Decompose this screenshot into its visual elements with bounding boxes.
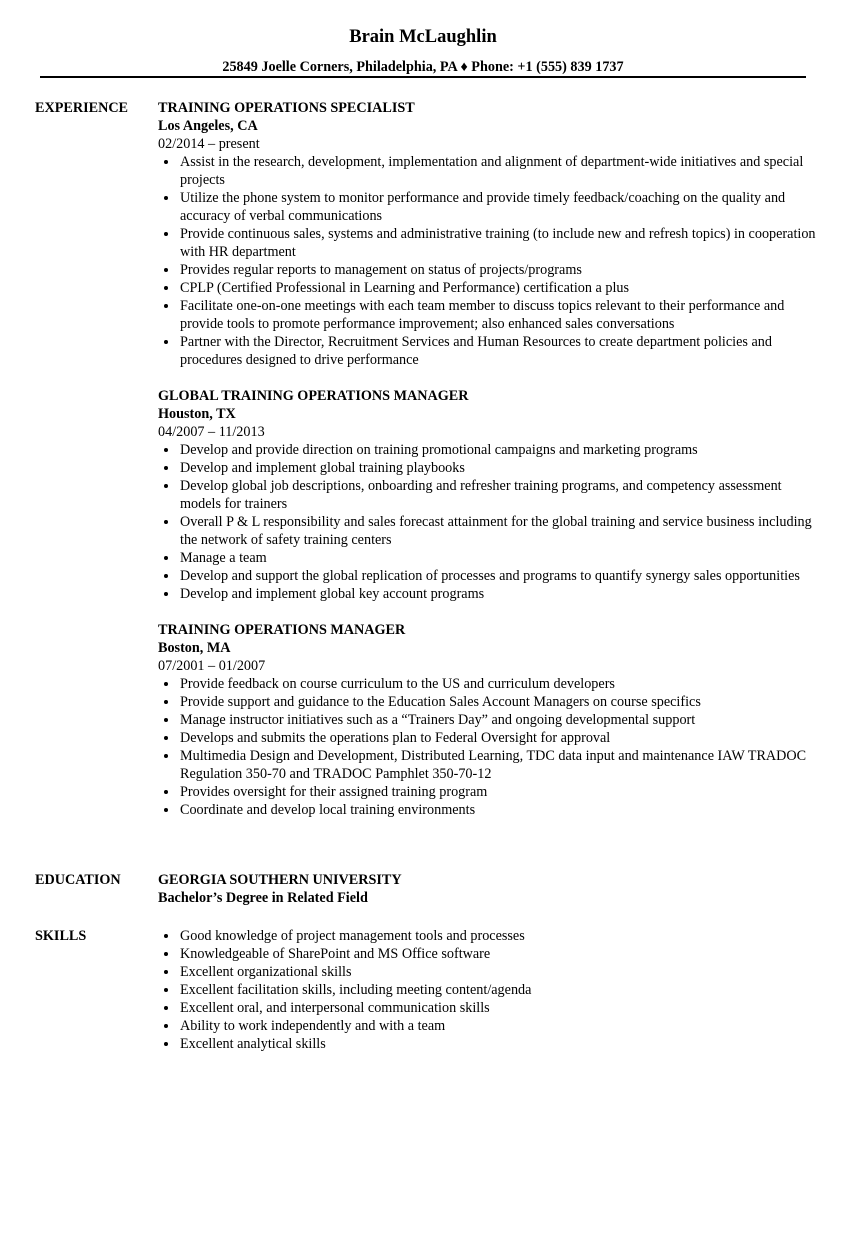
list-item: Facilitate one-on-one meetings with each team member to discuss topics relevant to their performance and provide tools to promote performance improvement; also enhanced sales conversations <box>158 297 818 333</box>
bullet-icon <box>164 574 168 578</box>
header-divider <box>40 76 806 78</box>
job-location: Houston, TX <box>158 406 236 422</box>
bullet-icon <box>164 484 168 488</box>
list-item: Assist in the research, development, implementation and alignment of department-wide initiatives and special projects <box>158 153 818 189</box>
candidate-name: Brain McLaughlin <box>349 27 497 47</box>
job-dates: 02/2014 – present <box>158 136 260 152</box>
job-bullets <box>158 441 818 603</box>
list-item: Good knowledge of project management tools and processes <box>158 927 818 945</box>
list-item: Knowledgeable of SharePoint and MS Office software <box>158 945 818 963</box>
bullet-icon <box>164 448 168 452</box>
list-item: Provide feedback on course curriculum to the US and curriculum developers <box>158 675 818 693</box>
bullet-icon <box>164 808 168 812</box>
list-item: Partner with the Director, Recruitment Services and Human Resources to create department policies and procedures designed to drive performance <box>158 333 818 369</box>
bullet-icon <box>164 196 168 200</box>
bullet-icon <box>164 286 168 290</box>
job-dates: 07/2001 – 01/2007 <box>158 658 266 674</box>
school-name: GEORGIA SOUTHERN UNIVERSITY <box>158 872 402 888</box>
job-title: TRAINING OPERATIONS MANAGER <box>158 622 406 638</box>
list-item: CPLP (Certified Professional in Learning and Performance) certification a plus <box>158 279 818 297</box>
list-item: Provide continuous sales, systems and administrative training (to include new and refresh topics) in cooperation with HR department <box>158 225 818 261</box>
list-item: Develop and implement global key account programs <box>158 585 818 603</box>
bullet-icon <box>164 934 168 938</box>
list-item: Develop and support the global replication of processes and programs to quantify synergy sales opportunities <box>158 567 818 585</box>
list-item: Ability to work independently and with a team <box>158 1017 818 1035</box>
bullet-icon <box>164 232 168 236</box>
list-item: Excellent oral, and interpersonal communication skills <box>158 999 818 1017</box>
job-location: Boston, MA <box>158 640 231 656</box>
list-item: Manage instructor initiatives such as a “Trainers Day” and ongoing developmental support <box>158 711 818 729</box>
list-item: Coordinate and develop local training environments <box>158 801 818 819</box>
education-heading: EDUCATION <box>35 872 121 888</box>
bullet-icon <box>164 988 168 992</box>
experience-body <box>158 99 818 837</box>
bullet-icon <box>164 340 168 344</box>
list-item: Provides regular reports to management on status of projects/programs <box>158 261 818 279</box>
list-item: Excellent facilitation skills, including meeting content/agenda <box>158 981 818 999</box>
job-bullets <box>158 675 818 819</box>
bullet-icon <box>164 592 168 596</box>
list-item: Develop and provide direction on training promotional campaigns and marketing programs <box>158 441 818 459</box>
list-item: Provides oversight for their assigned training program <box>158 783 818 801</box>
bullet-icon <box>164 700 168 704</box>
bullet-icon <box>164 754 168 758</box>
list-item: Overall P & L responsibility and sales forecast attainment for the global training and service business including the network of safety training centers <box>158 513 818 549</box>
bullet-icon <box>164 304 168 308</box>
bullet-icon <box>164 160 168 164</box>
list-item: Develop and implement global training playbooks <box>158 459 818 477</box>
job-title: GLOBAL TRAINING OPERATIONS MANAGER <box>158 388 469 404</box>
bullet-icon <box>164 952 168 956</box>
bullet-icon <box>164 520 168 524</box>
bullet-icon <box>164 556 168 560</box>
bullet-icon <box>164 736 168 740</box>
bullet-icon <box>164 790 168 794</box>
education-body <box>158 871 818 907</box>
job-entry <box>158 387 818 603</box>
list-item: Manage a team <box>158 549 818 567</box>
contact-line: 25849 Joelle Corners, Philadelphia, PA ♦ Phone: +1 (555) 839 1737 <box>222 59 624 75</box>
bullet-icon <box>164 1042 168 1046</box>
bullet-icon <box>164 466 168 470</box>
list-item: Develops and submits the operations plan to Federal Oversight for approval <box>158 729 818 747</box>
job-bullets <box>158 153 818 369</box>
bullet-icon <box>164 1006 168 1010</box>
list-item: Provide support and guidance to the Education Sales Account Managers on course specifics <box>158 693 818 711</box>
job-entry <box>158 99 818 369</box>
skills-body <box>158 927 818 1053</box>
experience-heading: EXPERIENCE <box>35 100 129 116</box>
job-dates: 04/2007 – 11/2013 <box>158 424 265 440</box>
list-item: Excellent analytical skills <box>158 1035 818 1053</box>
job-title: TRAINING OPERATIONS SPECIALIST <box>158 100 415 116</box>
job-location: Los Angeles, CA <box>158 118 258 134</box>
job-entry <box>158 621 818 819</box>
skills-list <box>158 927 818 1053</box>
skills-heading: SKILLS <box>35 928 87 944</box>
bullet-icon <box>164 970 168 974</box>
list-item: Develop global job descriptions, onboarding and refresher training programs, and competency assessment models for trainers <box>158 477 818 513</box>
list-item: Multimedia Design and Development, Distributed Learning, TDC data input and maintenance IAW TRADOC Regulation 350-70 and TRADOC Pamphlet 350-70-12 <box>158 747 818 783</box>
bullet-icon <box>164 1024 168 1028</box>
bullet-icon <box>164 682 168 686</box>
list-item: Excellent organizational skills <box>158 963 818 981</box>
bullet-icon <box>164 718 168 722</box>
bullet-icon <box>164 268 168 272</box>
degree: Bachelor’s Degree in Related Field <box>158 890 368 906</box>
list-item: Utilize the phone system to monitor performance and provide timely feedback/coaching on the quality and accuracy of verbal communications <box>158 189 818 225</box>
